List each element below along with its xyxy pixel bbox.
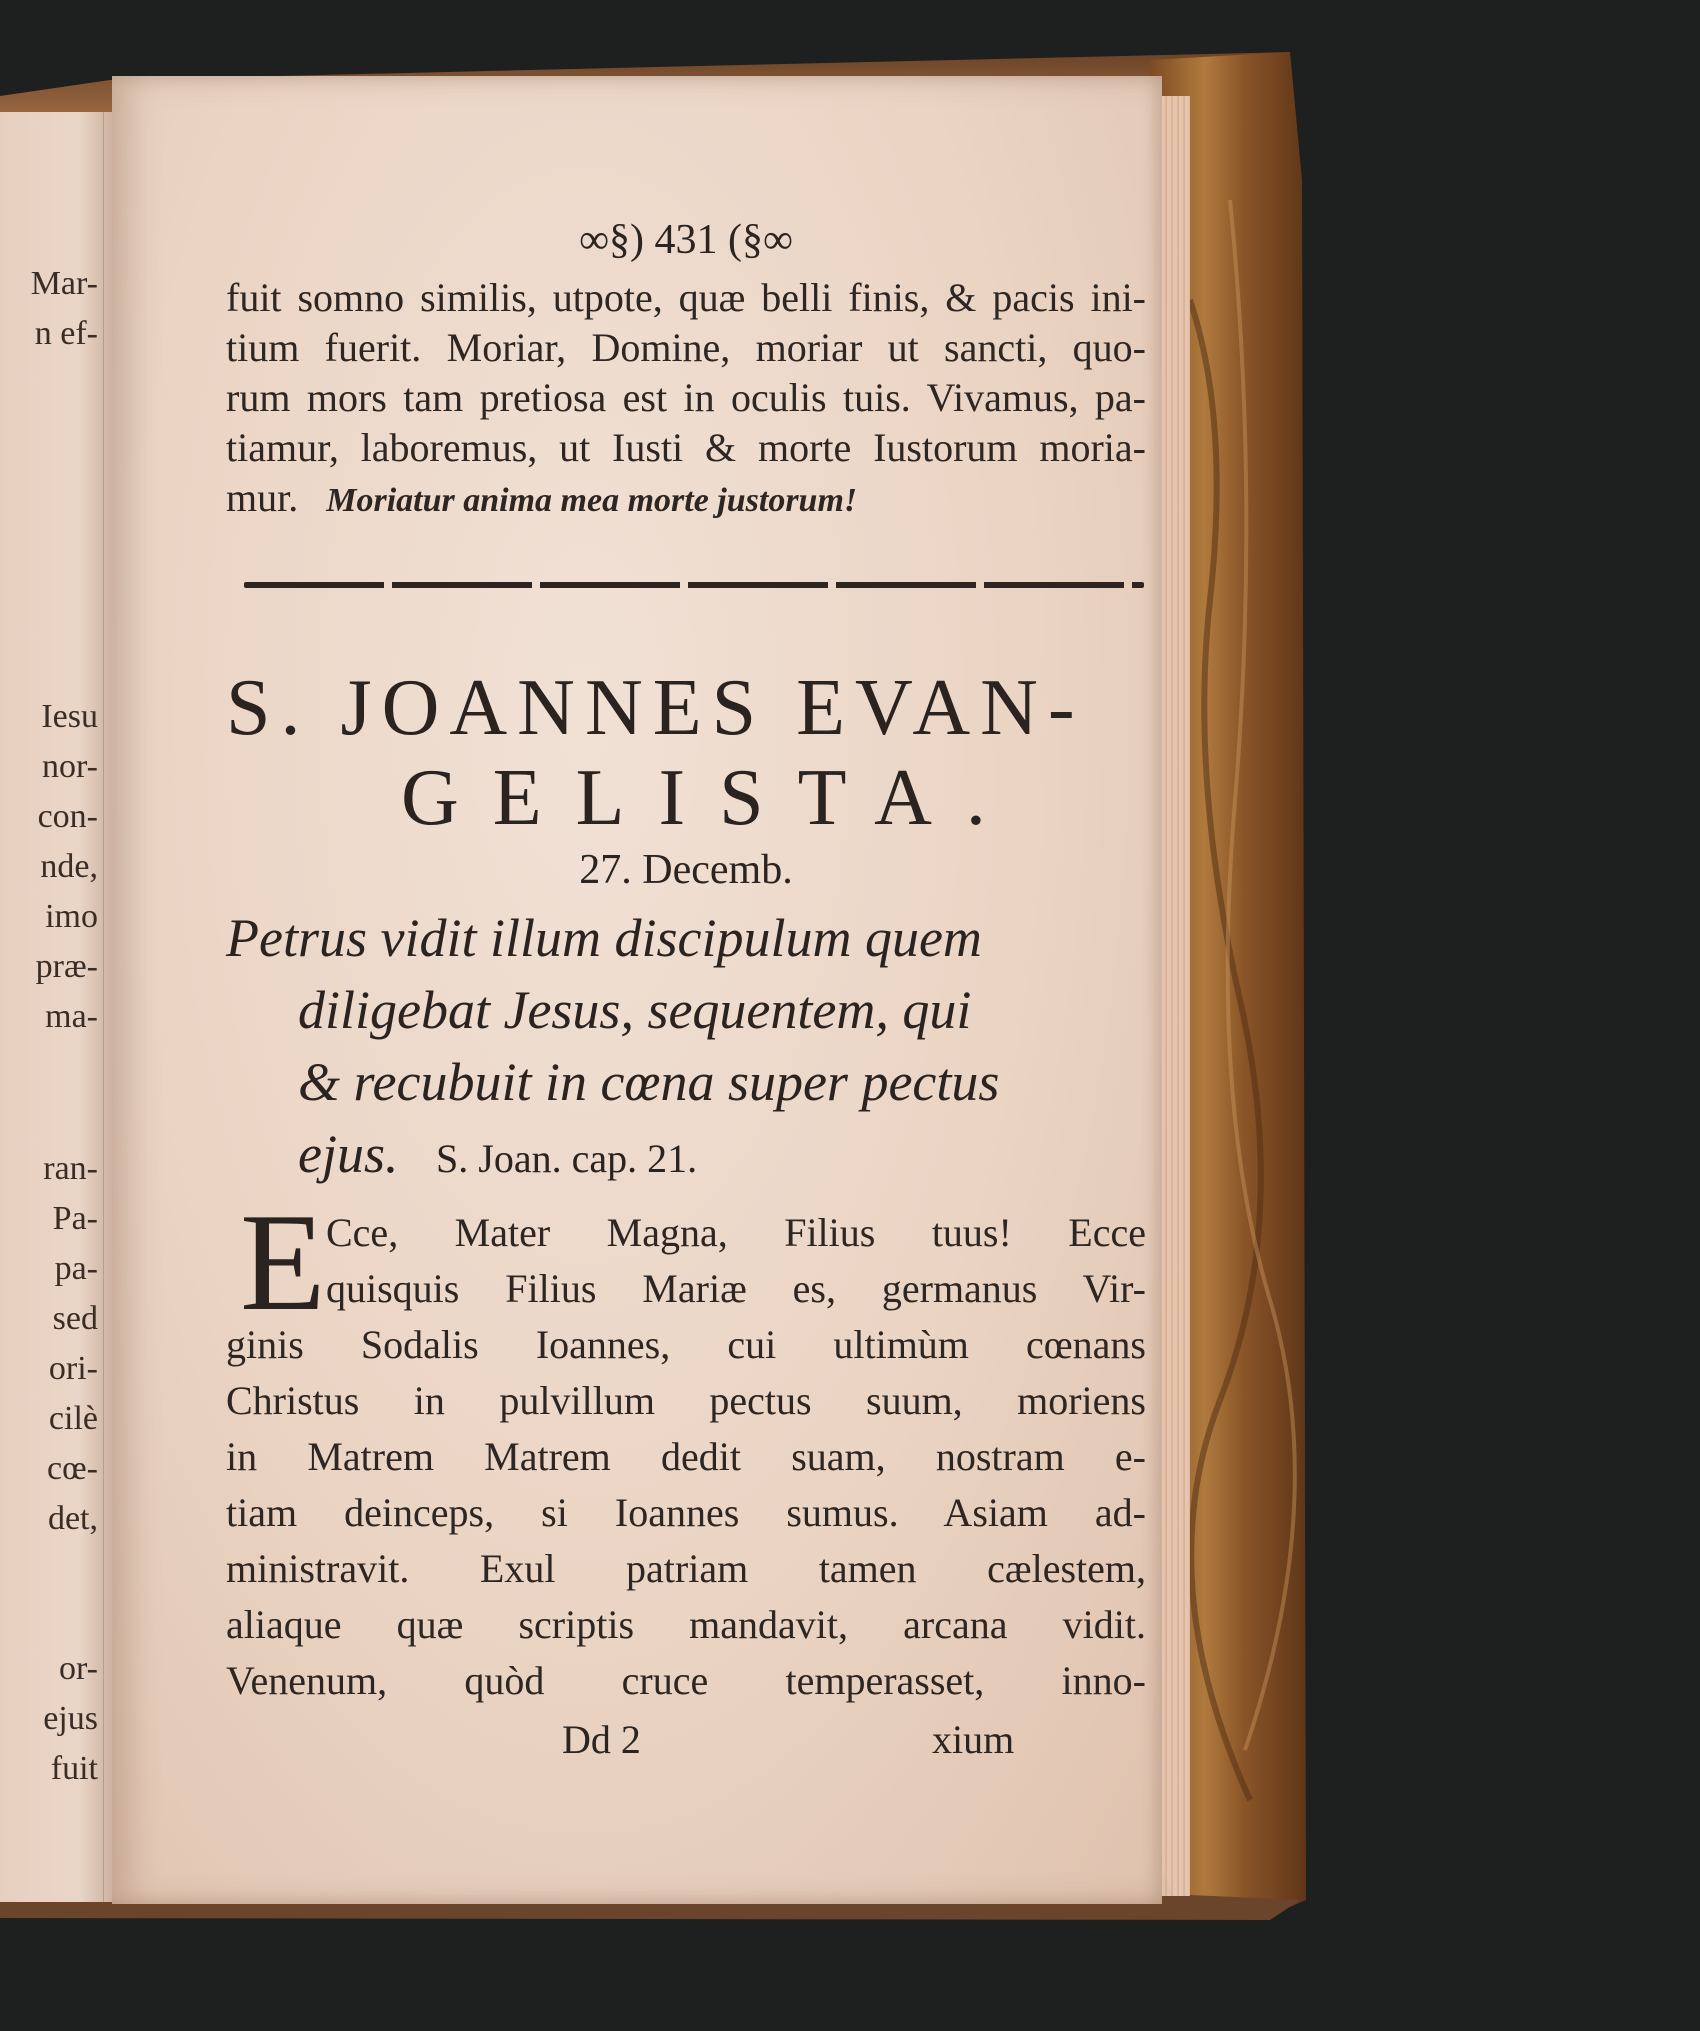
- text-line: aliaque quæ scriptis mandavit, arcana vidit.: [226, 1602, 1146, 1647]
- left-fragment: sed: [52, 1300, 98, 1337]
- quote-end: ejus.: [298, 1124, 399, 1184]
- left-fragment: or-: [59, 1650, 98, 1687]
- page-number-header: ∞§) 431 (§∞: [579, 217, 793, 263]
- left-fragment: nde,: [40, 848, 98, 885]
- text-fragment: mur.: [226, 475, 299, 520]
- left-fragment: nor-: [42, 748, 98, 785]
- date-text: 27. Decemb.: [579, 847, 793, 893]
- text-line: [226, 476, 1146, 523]
- left-fragment: det,: [47, 1500, 98, 1537]
- quote-line: diligebat Jesus, sequentem, qui: [298, 980, 972, 1040]
- left-fragment: Pa-: [52, 1200, 98, 1237]
- left-fragment: cœ-: [47, 1450, 98, 1487]
- text-line: Venenum, quòd cruce temperasset, inno-: [226, 1658, 1146, 1703]
- quote-line: Petrus vidit illum discipulum quem: [226, 908, 982, 968]
- left-fragment: pa-: [54, 1250, 98, 1287]
- page-fold: [103, 112, 104, 1902]
- left-fragment: ran-: [43, 1150, 98, 1187]
- text-line: tium fuerit. Moriar, Domine, moriar ut sancti, quo-: [226, 325, 1146, 370]
- left-fragment: Mar-: [30, 265, 98, 302]
- left-fragment: n ef-: [34, 315, 98, 352]
- left-fragment: cilè: [48, 1400, 98, 1437]
- drop-cap: E: [240, 1185, 326, 1340]
- text-line: tiamur, laboremus, ut Iusti & morte Iustorum moria-: [226, 425, 1146, 470]
- left-fragment: imo: [45, 898, 98, 935]
- text-line: ministravit. Exul patriam tamen cælestem,: [226, 1546, 1146, 1591]
- title-line-2: GELISTA.: [401, 754, 1020, 842]
- left-fragment: fuit: [50, 1750, 98, 1787]
- scripture-reference: S. Joan. cap. 21.: [436, 1136, 698, 1181]
- text-line: rum mors tam pretiosa est in oculis tuis. Vivamus, pa-: [226, 375, 1146, 420]
- catchword: xium: [932, 1717, 1015, 1762]
- book-page: [112, 76, 1162, 1904]
- left-fragment: præ-: [35, 948, 98, 985]
- quote-line: [298, 1122, 697, 1191]
- text-line: ginis Sodalis Ioannes, cui ultimùm cœnans: [226, 1322, 1146, 1367]
- text-line: in Matrem Matrem dedit suam, nostram e-: [226, 1434, 1146, 1479]
- quote-line: & recubuit in cœna super pectus: [298, 1052, 1000, 1112]
- text-line: tiam deinceps, si Ioannes sumus. Asiam ad-: [226, 1490, 1146, 1535]
- text-line: fuit somno similis, utpote, quæ belli finis, & pacis ini-: [226, 275, 1146, 320]
- signature-mark: Dd 2: [562, 1717, 641, 1762]
- ornamental-rule: [244, 582, 1144, 588]
- text-line: quisquis Filius Mariæ es, germanus Vir-: [326, 1266, 1146, 1311]
- left-page-fragment: [0, 112, 112, 1902]
- left-fragment: Iesu: [41, 698, 98, 735]
- text-line: Cce, Mater Magna, Filius tuus! Ecce: [326, 1210, 1146, 1255]
- text-line: Christus in pulvillum pectus suum, moriens: [226, 1378, 1146, 1423]
- italic-closing: Moriatur anima mea morte justorum!: [326, 482, 858, 519]
- left-fragment: con-: [37, 798, 98, 835]
- left-fragment: ori-: [48, 1350, 98, 1387]
- left-fragment: ejus: [43, 1700, 98, 1737]
- left-fragment: ma-: [45, 998, 98, 1035]
- title-line-1: S. JOANNES EVAN-: [226, 664, 1085, 752]
